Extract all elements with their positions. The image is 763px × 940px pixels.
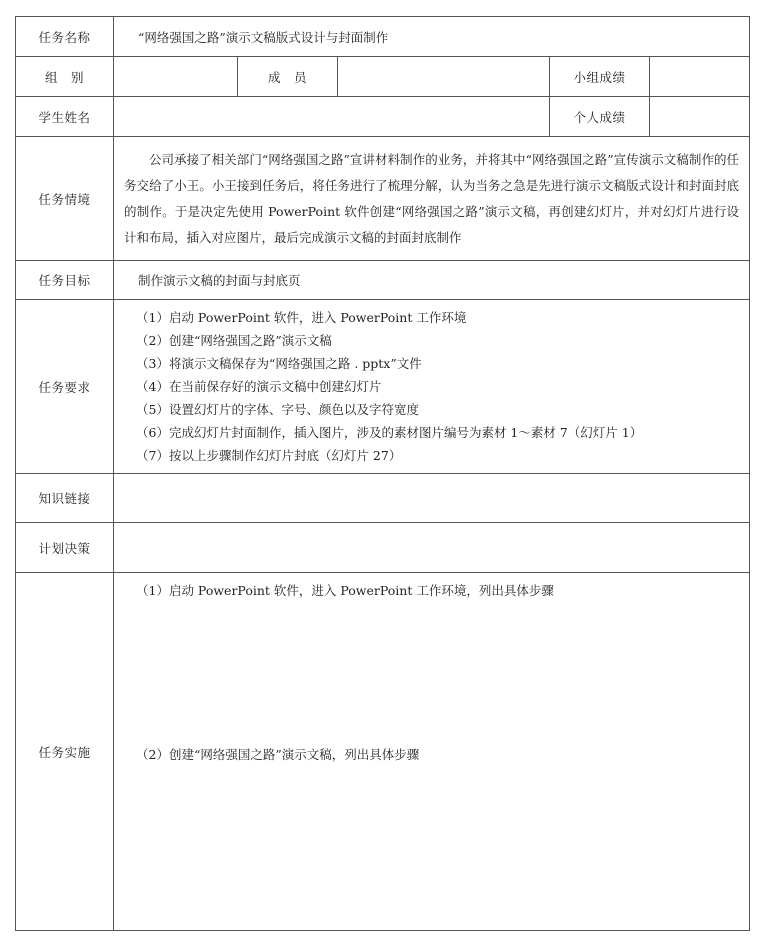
task-form-table [15,16,750,931]
task-name-label: 任务名称 [16,17,114,57]
requirement-item: （7）按以上步骤制作幻灯片封底（幻灯片 27） [136,448,402,463]
members-value-cell[interactable] [338,57,550,97]
row-task-name [16,17,750,57]
implementation-label: 任务实施 [16,573,114,931]
planning-label: 计划决策 [16,523,114,573]
row-group [16,57,750,97]
goal-text: 制作演示文稿的封面与封底页 [114,261,750,300]
requirement-item: （4）在当前保存好的演示文稿中创建幻灯片 [136,379,382,394]
group-score-value-cell[interactable] [650,57,750,97]
requirements-list [114,300,750,474]
individual-score-label: 个人成绩 [550,97,650,137]
group-value-cell[interactable] [114,57,238,97]
requirement-item: （1）启动 PowerPoint 软件，进入 PowerPoint 工作环境 [136,310,467,325]
row-implementation [16,573,750,931]
group-label: 组 别 [16,57,114,97]
row-requirements [16,300,750,474]
row-student-name [16,97,750,137]
task-form [15,16,749,931]
knowledge-label: 知识链接 [16,474,114,523]
scenario-text: 公司承接了相关部门“网络强国之路”宣讲材料制作的业务，并将其中“网络强国之路”宣传演示文稿制作的任务交给了小王。小王接到任务后，将任务进行了梳理分解，认为当务之急是先进行演示文稿版式设计和封面封底的制作。于是决定先使用 PowerPoint 软件创建“网络强国之路”演示文稿，再创建幻灯片，并对幻灯片进行设计和布局，插入对应图片，最后完成演示文稿的封面封底制作 [114,137,750,261]
goal-label: 任务目标 [16,261,114,300]
knowledge-value-cell[interactable] [114,474,750,523]
group-score-label: 小组成绩 [550,57,650,97]
requirements-label: 任务要求 [16,300,114,474]
row-scenario [16,137,750,261]
student-name-label: 学生姓名 [16,97,114,137]
scenario-label: 任务情境 [16,137,114,261]
requirement-item: （5）设置幻灯片的字体、字号、颜色以及字符宽度 [136,402,419,417]
row-knowledge [16,474,750,523]
requirement-item: （6）完成幻灯片封面制作，插入图片，涉及的素材图片编号为素材 1～素材 7（幻灯片 1） [136,425,643,440]
implementation-item: （2）创建“网络强国之路”演示文稿，列出具体步骤 [136,747,420,762]
row-goal [16,261,750,300]
members-label: 成 员 [238,57,338,97]
individual-score-value-cell[interactable] [650,97,750,137]
task-name-value: “网络强国之路”演示文稿版式设计与封面制作 [114,17,750,57]
requirement-item: （2）创建“网络强国之路”演示文稿 [136,333,332,348]
row-planning [16,523,750,573]
implementation-item: （1）启动 PowerPoint 软件，进入 PowerPoint 工作环境，列出具体步骤 [136,583,554,598]
requirement-item: （3）将演示文稿保存为“网络强国之路 . pptx”文件 [136,356,422,371]
student-name-value-cell[interactable] [114,97,550,137]
implementation-cell[interactable] [114,573,750,931]
planning-value-cell[interactable] [114,523,750,573]
